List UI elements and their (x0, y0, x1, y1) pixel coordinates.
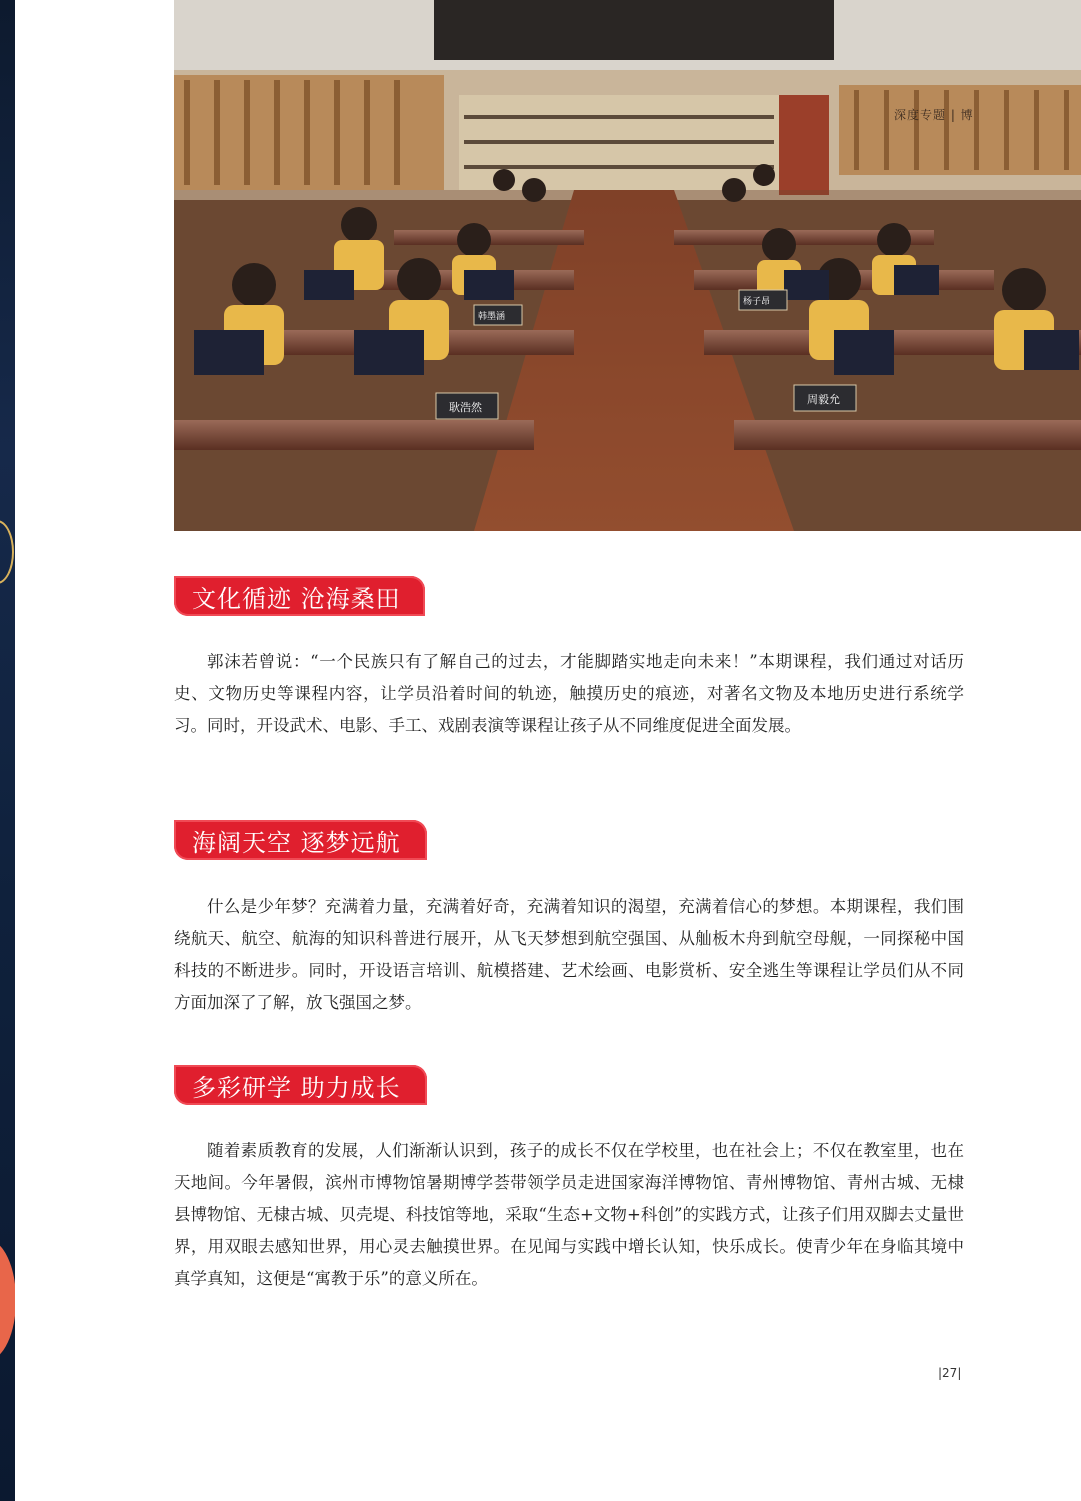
name-card-1: 耿浩然 (449, 401, 482, 414)
section-paragraph-dream: 什么是少年梦？充满着力量，充满着好奇，充满着知识的渴望，充满着信心的梦想。本期课程，我们围绕航天、航空、航海的知识科普进行展开，从飞天梦想到航空强国、从舢板木舟到航空母舰，一同探秘中国科技的不断进步。同时，开设语言培训、航模搭建、艺术绘画、电影赏析、安全逃生等课程让学员们从不同方面加深了了解，放飞强国之梦。 (174, 897, 964, 1012)
section-heading-text: 多彩研学 助力成长 (192, 1073, 401, 1102)
page-number: |27| (938, 1366, 962, 1380)
classroom-photo (174, 0, 1081, 531)
section-heading-culture (174, 576, 425, 616)
decorative-arc-gold (0, 520, 14, 584)
section-heading-study (174, 1065, 427, 1105)
section-heading-dream (174, 820, 427, 860)
section-paragraph-culture: 郭沫若曾说：“一个民族只有了解自己的过去，才能脚踏实地走向未来！”本期课程，我们通过对话历史、文物历史等课程内容，让学员沿着时间的轨迹，触摸历史的痕迹，对著名文物及本地历史进行系统学习。同时，开设武术、电影、手工、戏剧表演等课程让孩子从不同维度促进全面发展。 (174, 652, 964, 735)
section-heading-text: 文化循迹 沧海桑田 (192, 584, 401, 613)
section-heading-text: 海阔天空 逐梦远航 (192, 828, 401, 857)
photo-caption: 深度专题 | 博 (894, 108, 974, 122)
name-card-2: 周毅允 (807, 393, 840, 406)
section-paragraph-study: 随着素质教育的发展，人们渐渐认识到，孩子的成长不仅在学校里，也在社会上；不仅在教室里，也在天地间。今年暑假，滨州市博物馆暑期博学荟带领学员走进国家海洋博物馆、青州博物馆、青州古城、无棣县博物馆、无棣古城、贝壳堤、科技馆等地，采取“生态+文物+科创”的实践方式，让孩子们用双脚去丈量世界，用双眼去感知世界，用心灵去触摸世界。在见闻与实践中增长认知，快乐成长。使青少年在身临其境中真学真知，这便是“寓教于乐”的意义所在。 (174, 1141, 964, 1288)
decorative-arc-orange (0, 1240, 15, 1360)
left-decorative-strip (0, 0, 15, 1501)
name-card-3: 杨子昂 (743, 297, 771, 307)
name-card-4: 韩墨涵 (478, 312, 506, 322)
